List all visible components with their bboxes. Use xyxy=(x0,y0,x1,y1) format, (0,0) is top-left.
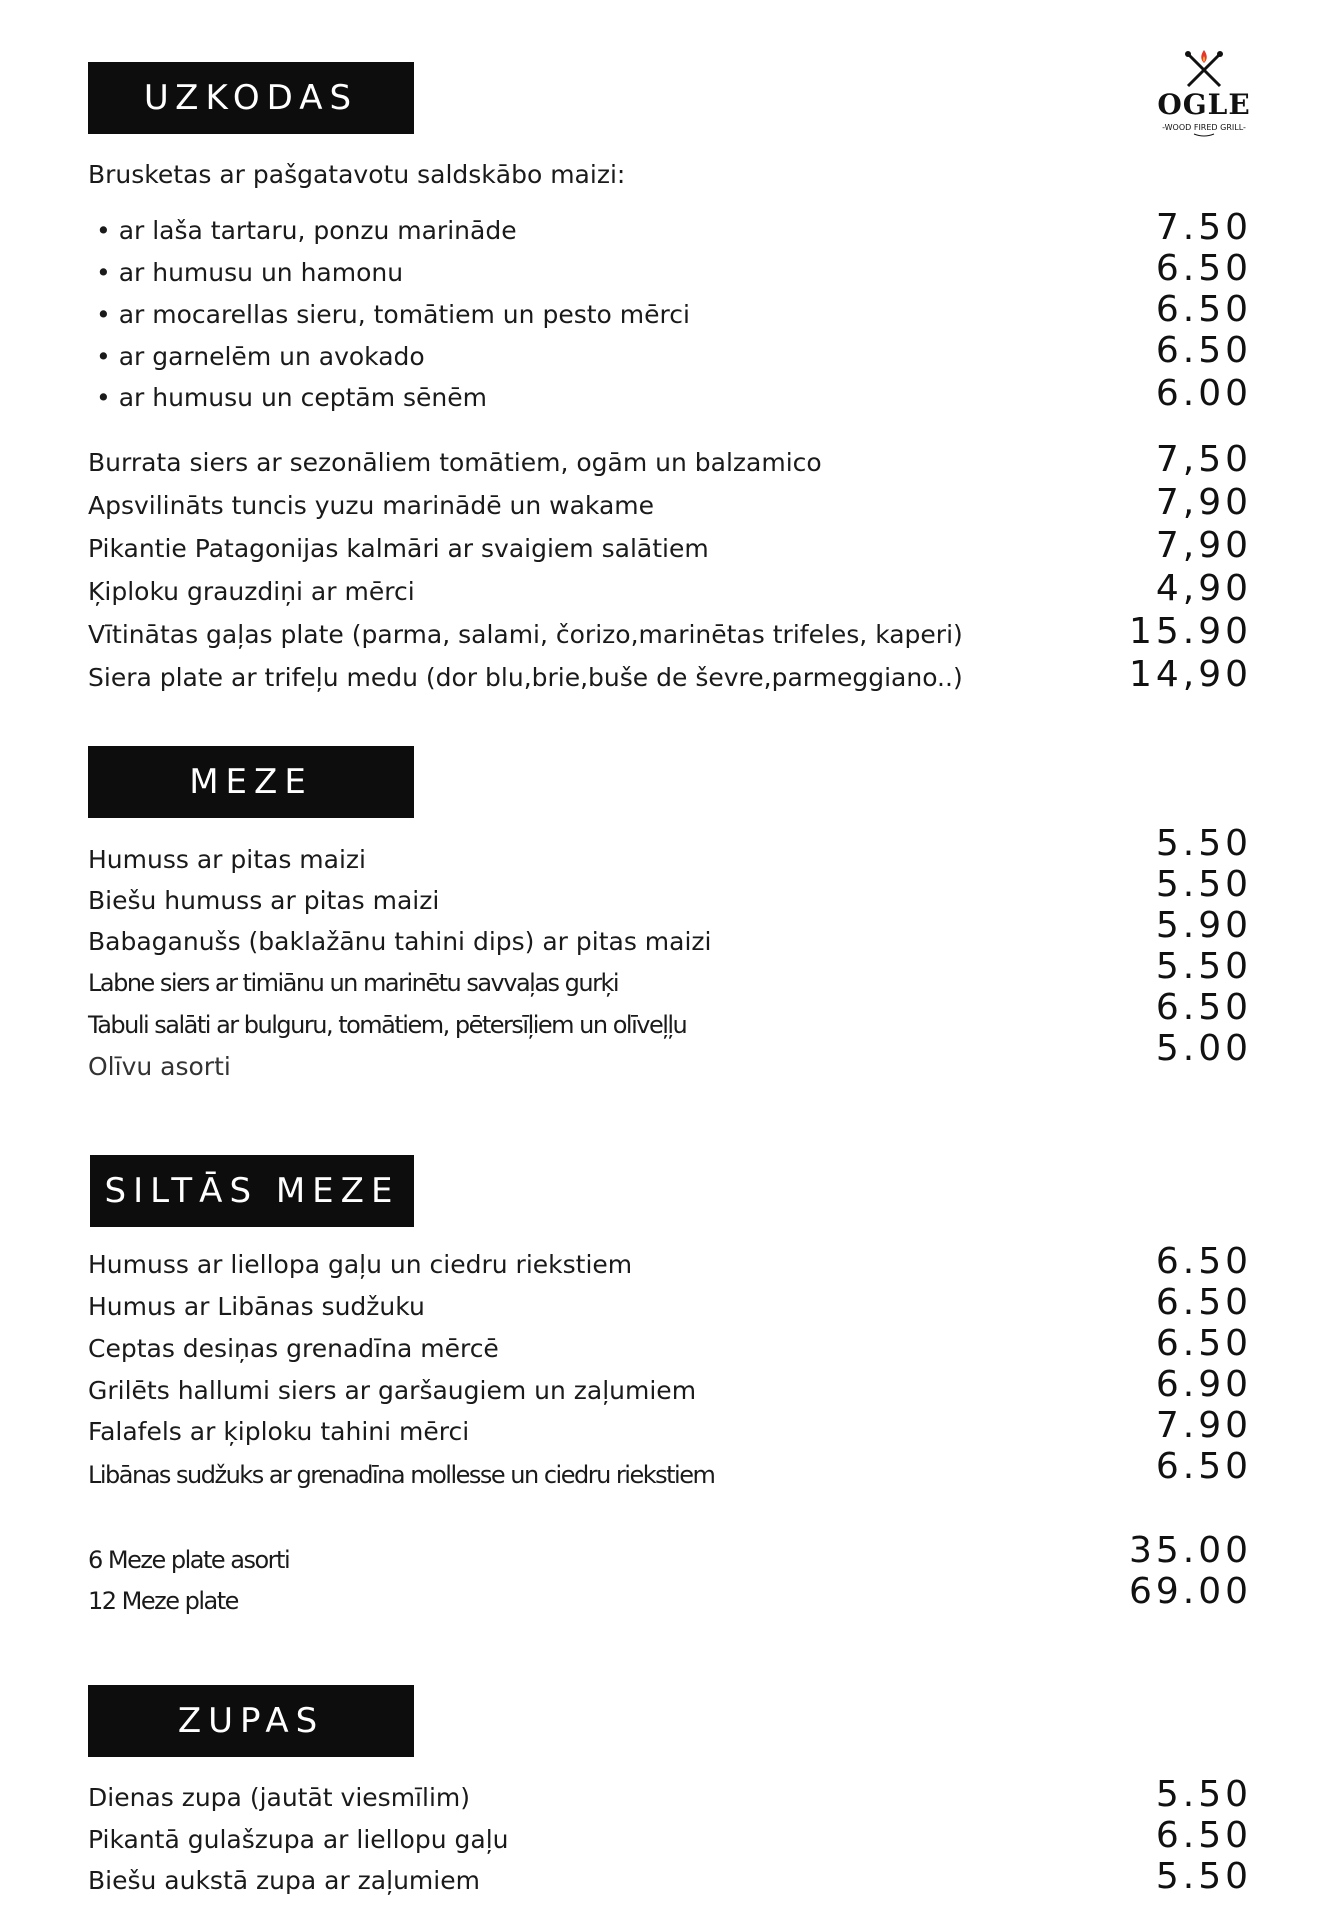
menu-item-price: 6.50 xyxy=(1155,248,1252,289)
menu-item-price: 14,90 xyxy=(1128,654,1252,695)
menu-item-price: 6.50 xyxy=(1155,1241,1252,1282)
menu-item-price: 7,50 xyxy=(1155,439,1252,480)
menu-item-name: Ķiploku grauzdiņi ar mērci xyxy=(88,577,415,606)
menu-item-price: 6.00 xyxy=(1155,373,1252,414)
menu-item-price: 7.50 xyxy=(1155,207,1252,248)
menu-item-name: Pikantā gulašzupa ar liellopu gaļu xyxy=(88,1825,509,1854)
menu-item-name: Humuss ar liellopa gaļu un ciedru riekstiem xyxy=(88,1250,633,1279)
menu-item-name: • ar garnelēm un avokado xyxy=(96,342,425,371)
logo-brand-text: OGLE xyxy=(1157,88,1251,121)
menu-item-price: 5.00 xyxy=(1155,1028,1252,1069)
menu-item-price: 4,90 xyxy=(1155,568,1252,609)
menu-item-price: 69.00 xyxy=(1128,1571,1252,1612)
menu-item-name: • ar humusu un hamonu xyxy=(96,258,404,287)
menu-item-name: 6 Meze plate asorti xyxy=(88,1546,290,1574)
menu-item-name: Falafels ar ķiploku tahini mērci xyxy=(88,1417,470,1446)
menu-item-name: • ar laša tartaru, ponzu marināde xyxy=(96,216,517,245)
menu-item-price: 5.50 xyxy=(1155,823,1252,864)
menu-item-name: Apsvilināts tuncis yuzu marinādē un wakame xyxy=(88,491,655,520)
menu-item-price: 6.50 xyxy=(1155,1323,1252,1364)
ogle-logo xyxy=(1150,46,1258,140)
menu-item-price: 5.50 xyxy=(1155,1856,1252,1897)
logo-tagline-text: -WOOD FIRED GRILL- xyxy=(1162,123,1246,132)
section-header-uzkodas xyxy=(88,62,414,134)
menu-item-name: Libānas sudžuks ar grenadīna mollesse un ciedru riekstiem xyxy=(88,1461,715,1489)
menu-item-name: Biešu aukstā zupa ar zaļumiem xyxy=(88,1866,480,1895)
menu-item-name: Ceptas desiņas grenadīna mērcē xyxy=(88,1334,499,1363)
menu-item-name: 12 Meze plate xyxy=(88,1587,238,1615)
menu-item-name: • ar mocarellas sieru, tomātiem un pesto mērci xyxy=(96,300,690,329)
menu-item-name: Dienas zupa (jautāt viesmīlim) xyxy=(88,1783,470,1812)
menu-item-price: 6.50 xyxy=(1155,289,1252,330)
menu-item-price: 6.50 xyxy=(1155,1446,1252,1487)
menu-item-price: 6.50 xyxy=(1155,1282,1252,1323)
menu-item-price: 15.90 xyxy=(1128,611,1252,652)
menu-item-price: 5.50 xyxy=(1155,946,1252,987)
menu-item-name: Biešu humuss ar pitas maizi xyxy=(88,886,440,915)
grill-tools-icon xyxy=(1150,46,1258,140)
menu-item-price: 5.90 xyxy=(1155,905,1252,946)
section-title: MEZE xyxy=(189,762,313,802)
menu-item-name: Humus ar Libānas sudžuku xyxy=(88,1292,425,1321)
menu-item-price: 5.50 xyxy=(1155,864,1252,905)
menu-item-name: Olīvu asorti xyxy=(88,1052,231,1081)
menu-item-name: Pikantie Patagonijas kalmāri ar svaigiem salātiem xyxy=(88,534,709,563)
section-header-siltas-meze xyxy=(90,1155,414,1227)
menu-item-name: Siera plate ar trifeļu medu (dor blu,brie,buše de ševre,parmeggiano..) xyxy=(88,663,963,692)
menu-item-name: Tabuli salāti ar bulguru, tomātiem, pētersīļiem un olīveļļu xyxy=(88,1011,687,1039)
menu-item-price: 7.90 xyxy=(1155,1405,1252,1446)
menu-item-name: Vītinātas gaļas plate (parma, salami, čorizo,marinētas trifeles, kaperi) xyxy=(88,620,963,649)
menu-item-price: 7,90 xyxy=(1155,525,1252,566)
menu-item-name: Babaganušs (baklažānu tahini dips) ar pitas maizi xyxy=(88,927,712,956)
section-title: SILTĀS MEZE xyxy=(104,1171,400,1211)
menu-item-name: Grilēts hallumi siers ar garšaugiem un zaļumiem xyxy=(88,1376,697,1405)
menu-item-price: 6.50 xyxy=(1155,987,1252,1028)
menu-item-name: Burrata siers ar sezonāliem tomātiem, ogām un balzamico xyxy=(88,448,822,477)
menu-item-name: • ar humusu un ceptām sēnēm xyxy=(96,383,487,412)
menu-item-name: Humuss ar pitas maizi xyxy=(88,845,366,874)
menu-item-price: 35.00 xyxy=(1128,1530,1252,1571)
bruschetta-intro: Brusketas ar pašgatavotu saldskābo maizi: xyxy=(88,160,626,189)
menu-item-price: 5.50 xyxy=(1155,1774,1252,1815)
section-title: ZUPAS xyxy=(177,1701,325,1741)
menu-item-price: 6.50 xyxy=(1155,330,1252,371)
section-header-zupas xyxy=(88,1685,414,1757)
menu-item-price: 6.50 xyxy=(1155,1815,1252,1856)
section-header-meze xyxy=(88,746,414,818)
menu-item-price: 7,90 xyxy=(1155,482,1252,523)
menu-item-price: 6.90 xyxy=(1155,1364,1252,1405)
section-title: UZKODAS xyxy=(143,78,359,118)
menu-item-name: Labne siers ar timiānu un marinētu savvaļas gurķi xyxy=(88,969,619,997)
